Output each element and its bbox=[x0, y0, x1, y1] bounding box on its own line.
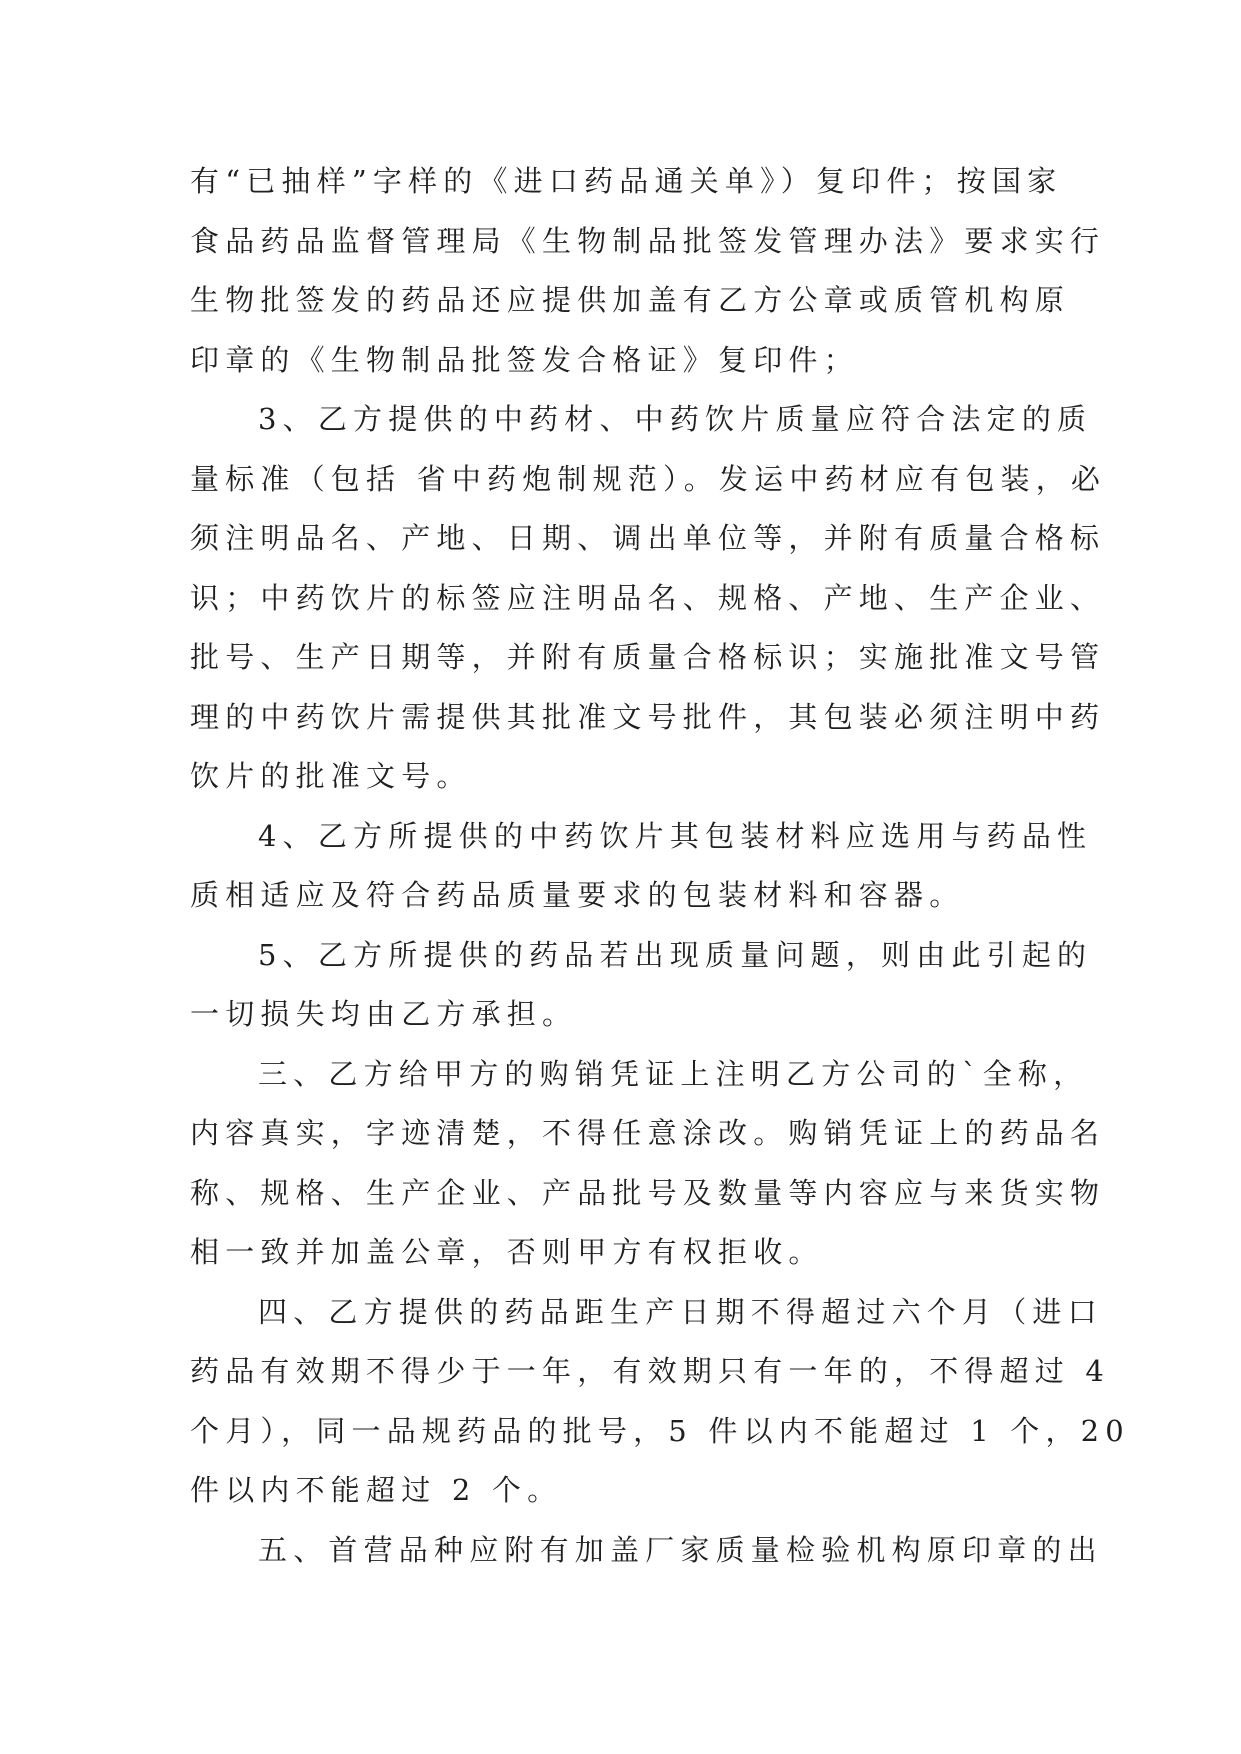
text-line: 须注明品名、产地、日期、调出单位等，并附有质量合格标 bbox=[190, 521, 1106, 555]
text-line: 三、乙方给甲方的购销凭证上注明乙方公司的`全称， bbox=[258, 1056, 1089, 1091]
text-line: 理的中药饮片需提供其批准文号批件，其包装必须注明中药 bbox=[190, 699, 1106, 734]
text-line: 质相适应及符合药品质量要求的包装材料和容器。 bbox=[190, 878, 965, 912]
text-line: 件以内不能超过 2 个。 bbox=[190, 1473, 563, 1507]
text-line: 药品有效期不得少于一年，有效期只有一年的，不得超过 4 bbox=[190, 1354, 1111, 1388]
text-line: 有“已抽样”字样的《进口药品通关单》）复印件；按国家 bbox=[190, 164, 1063, 198]
text-line: 量标准（包括 省中药炮制规范）。发运中药材应有包装，必 bbox=[190, 461, 1107, 496]
text-line: 5、乙方所提供的药品若出现质量问题，则由此引起的 bbox=[258, 937, 1093, 972]
text-line: 4、乙方所提供的中药饮片其包装材料应选用与药品性 bbox=[258, 818, 1093, 853]
text-line: 识；中药饮片的标签应注明品名、规格、产地、生产企业、 bbox=[190, 580, 1106, 615]
text-line: 相一致并加盖公章，否则甲方有权拒收。 bbox=[190, 1235, 824, 1269]
text-line: 生物批签发的药品还应提供加盖有乙方公章或质管机构原 bbox=[190, 283, 1071, 317]
text-line: 3、乙方提供的中药材、中药饮片质量应符合法定的质 bbox=[258, 402, 1093, 436]
text-line: 食品药品监督管理局《生物制品批签发管理办法》要求实行 bbox=[190, 223, 1106, 258]
text-line: 个月），同一品规药品的批号，5 件以内不能超过 1 个，20 bbox=[190, 1413, 1130, 1448]
text-line: 饮片的批准文号。 bbox=[190, 759, 472, 793]
text-line: 五、首营品种应附有加盖厂家质量检验机构原印章的出 bbox=[258, 1532, 1103, 1567]
text-line: 批号、生产日期等，并附有质量合格标识；实施批准文号管 bbox=[190, 640, 1106, 674]
text-line: 内容真实，字迹清楚，不得任意涂改。购销凭证上的药品名 bbox=[190, 1116, 1106, 1150]
text-line: 一切损失均由乙方承担。 bbox=[190, 997, 578, 1031]
document-body bbox=[190, 160, 1130, 1588]
text-line: 四、乙方提供的药品距生产日期不得超过六个月（进口 bbox=[258, 1294, 1103, 1329]
text-line: 印章的《生物制品批签发合格证》复印件； bbox=[190, 342, 859, 377]
text-line: 称、规格、生产企业、产品批号及数量等内容应与来货实物 bbox=[190, 1175, 1106, 1210]
